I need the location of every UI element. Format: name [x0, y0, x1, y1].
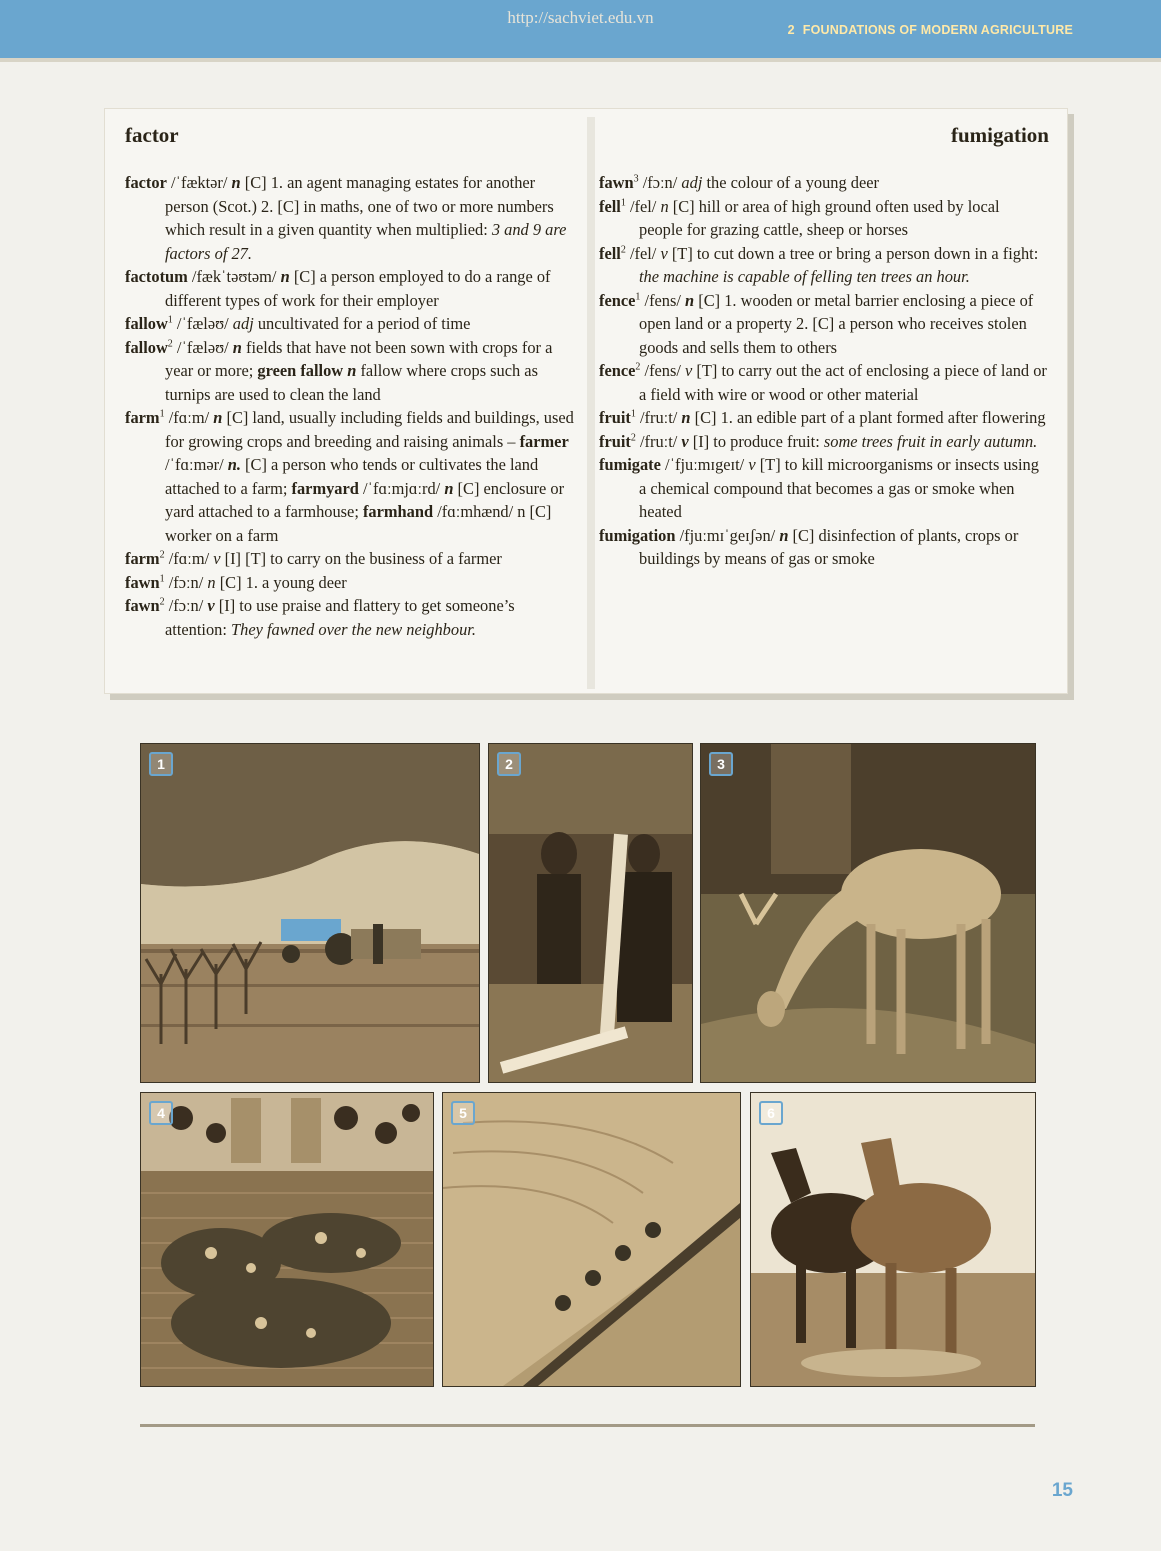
photo-tractor-orchard [140, 743, 480, 1083]
chapter-number: 2 [787, 23, 795, 37]
photo-number-badge: 5 [451, 1101, 475, 1125]
photo-horses-ploughing [750, 1092, 1036, 1387]
dictionary-entry: farm$^1$ /fɑːm/ n [C] land, usually including fields and buildings, used for growing crops and breeding and raising animals – farmer /ˈfɑːmər/ n. [C] a person who tends or cultivates the land attached to a farm; farmyard /ˈfɑːmjɑːrd/ n [C] enclosure or yard attached to a farmhouse; farmhand /fɑːmhænd/ n [C] worker on a farm [125, 408, 574, 545]
dictionary-entry: farm$^2$ /fɑːm/ v [I] [T] to carry on the business of a farmer [125, 549, 502, 568]
photo-aerial-field [442, 1092, 741, 1387]
source-url[interactable]: http://sachviet.edu.vn [507, 8, 654, 27]
dictionary-entry: fawn$^1$ /fɔːn/ n [C] 1. a young deer [125, 572, 347, 592]
chapter-heading [788, 23, 1073, 37]
photo-number-badge: 1 [149, 752, 173, 776]
photo-number-badge: 6 [759, 1101, 783, 1125]
aerial-field-image [443, 1093, 740, 1386]
dictionary-entry: fence$^2$ /fens/ v [T] to carry out the act of enclosing a piece of land or a field with wire or wood or other material [599, 361, 1047, 404]
dictionary-entry: fell$^2$ /fel/ v [T] to cut down a tree or bring a person down in a fight: the machine is capable of felling ten trees an hour. [599, 243, 1039, 286]
header-bar [0, 0, 1161, 62]
dictionary-entry: fawn$^2$ /fɔːn/ v [I] to use praise and flattery to get someone’s attention: They fawned over the new neighbour. [125, 596, 515, 639]
photo-number-badge: 3 [709, 752, 733, 776]
dictionary-entry: factor /ˈfæktər/ n [C] 1. an agent managing estates for another person (Scot.) 2. [C] in maths, one of two or more numbers which result in a given quantity when multiplied: 3 and 9 are factors of 27. [125, 173, 567, 263]
guide-word-left: factor [125, 123, 179, 147]
fruit-wall-image [141, 1093, 433, 1386]
deer-image [701, 744, 1035, 1082]
dictionary-entry: fell$^1$ /fel/ n [C] hill or area of high ground often used by local people for grazing cattle, sheep or horses [599, 196, 1000, 239]
footer-rule [140, 1424, 1035, 1427]
dictionary-entry: fruit$^2$ /fruːt/ v [I] to produce fruit: some trees fruit in early autumn. [599, 431, 1038, 451]
dictionary-entry: fallow$^1$ /ˈfæləʊ/ adj uncultivated for a period of time [125, 314, 471, 333]
chapter-title: FOUNDATIONS OF MODERN AGRICULTURE [802, 23, 1073, 37]
dictionary-column-left [125, 171, 577, 641]
photo-fencing [488, 743, 693, 1083]
photo-number-badge: 2 [497, 752, 521, 776]
guide-word-right: fumigation [950, 123, 1049, 147]
page-number: 15 [1051, 1480, 1073, 1501]
tractor-orchard-image [141, 744, 479, 1082]
photo-number-badge: 4 [149, 1101, 173, 1125]
photo-fruit-wall [140, 1092, 434, 1387]
dictionary-entry: fawn$^3$ /fɔːn/ adj the colour of a young deer [599, 173, 879, 192]
dictionary-entry: fumigation /fjuːmɪˈgeɪʃən/ n [C] disinfection of plants, crops or buildings by means of gas or smoke [599, 525, 1019, 568]
dictionary-box [104, 108, 1068, 694]
dictionary-entry: fence$^1$ /fens/ n [C] 1. wooden or metal barrier enclosing a piece of open land or a property 2. [C] a person who receives stolen goods and sells them to others [599, 290, 1034, 357]
dictionary-entry: fruit$^1$ /fruːt/ n [C] 1. an edible part of a plant formed after flowering [599, 408, 1046, 427]
dictionary-column-right [599, 171, 1047, 571]
horses-ploughing-image [751, 1093, 1035, 1386]
fencing-image [489, 744, 692, 1082]
dictionary-entry: factotum /fækˈtəʊtəm/ n [C] a person employed to do a range of different types of work for their employer [125, 267, 551, 310]
photo-deer [700, 743, 1036, 1083]
dictionary-entry: fumigate /ˈfjuːmɪgeɪt/ v [T] to kill microorganisms or insects using a chemical compound that becomes a gas or smoke when heated [599, 455, 1039, 521]
column-divider [587, 117, 595, 689]
dictionary-entry: fallow$^2$ /ˈfæləʊ/ n fields that have not been sown with crops for a year or more; green fallow n fallow where crops such as turnips are used to clean the land [125, 337, 553, 404]
